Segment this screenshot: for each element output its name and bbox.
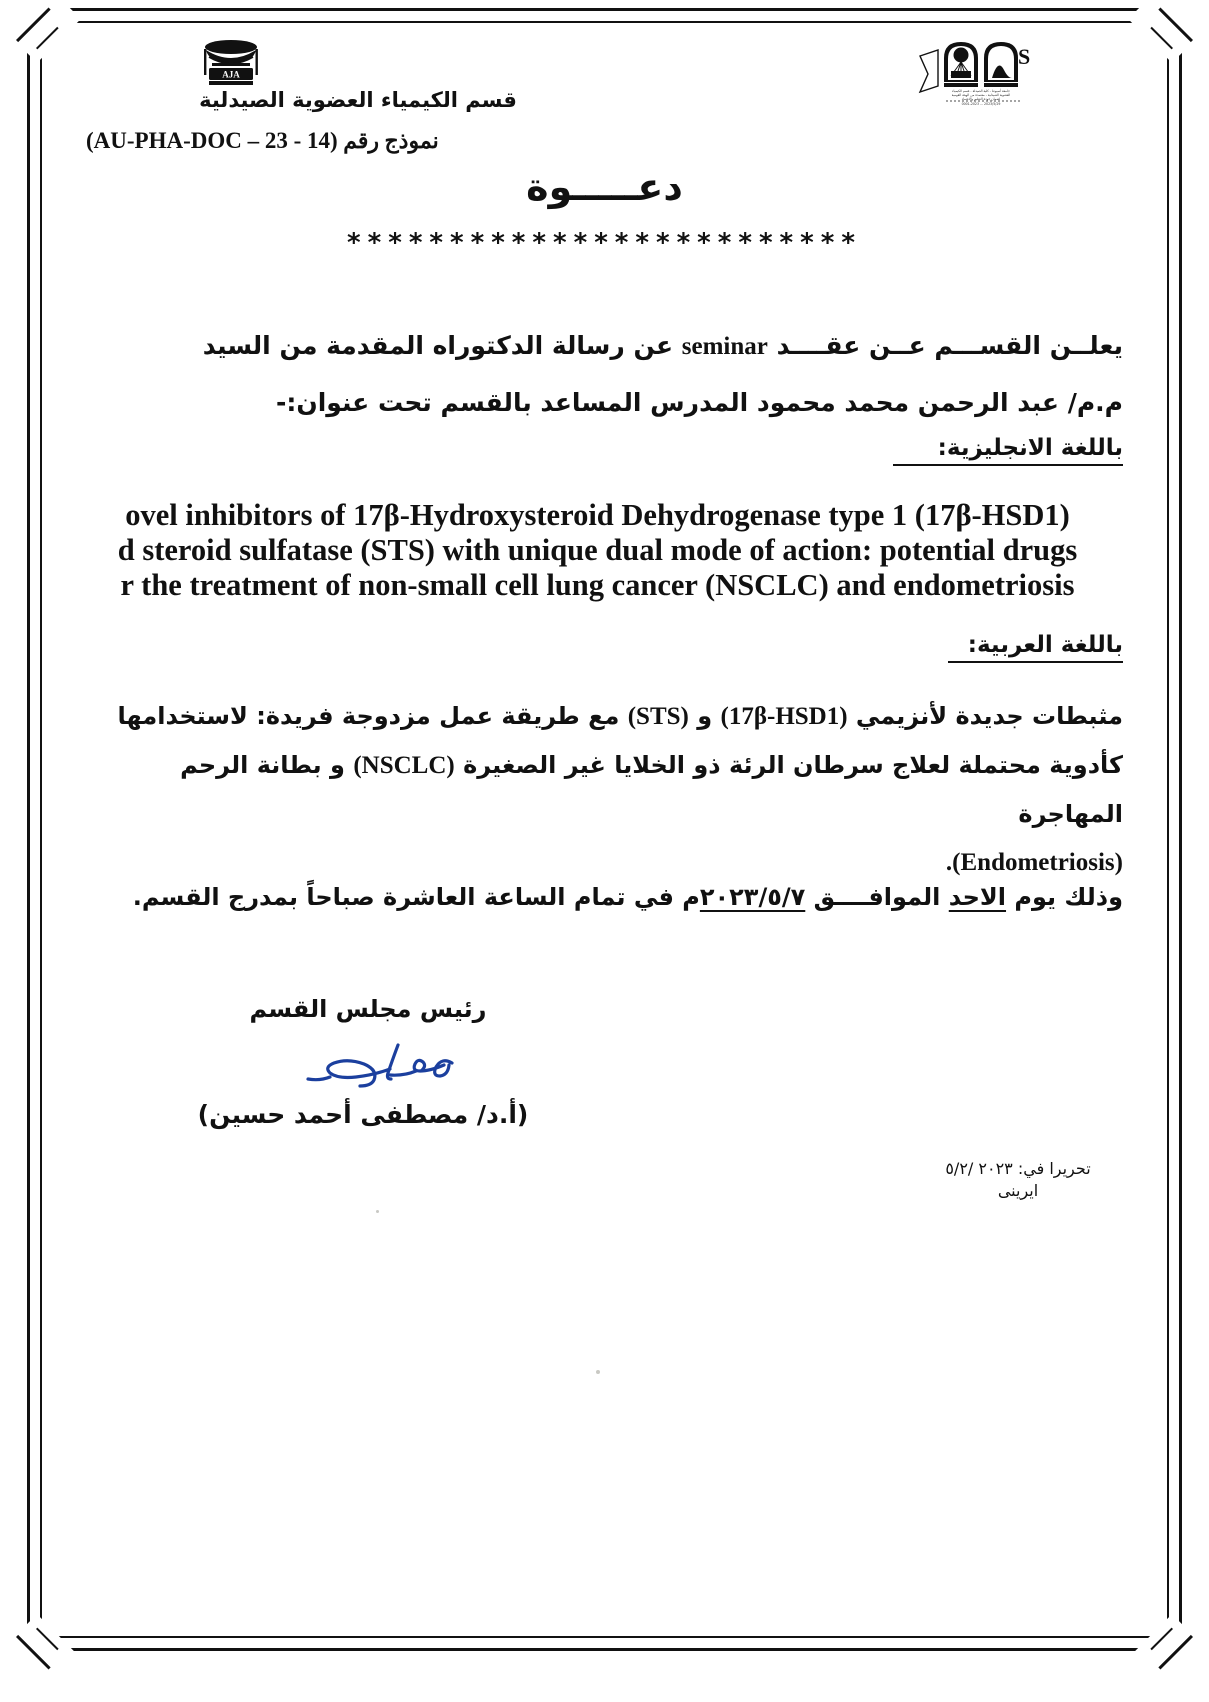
schedule-prefix: وذلك يوم bbox=[1014, 883, 1123, 911]
schedule-date: ٢٠٢٣/٥/٧ bbox=[699, 883, 806, 911]
form-number-label: نموذج رقم bbox=[343, 128, 439, 153]
thesis-title-english-line2: d steroid sulfatase (STS) with unique dual mode of action: potential drugs bbox=[117, 533, 1078, 567]
svg-text:0001-2023 ... 2023/5/29: 0001-2023 ... 2023/5/29 bbox=[961, 102, 1001, 106]
signature-role: رئيس مجلس القسم bbox=[249, 995, 487, 1023]
enzyme-code-hsd1: (17β-HSD1) bbox=[720, 703, 848, 730]
svg-text:AJA: AJA bbox=[222, 69, 240, 80]
page-title: دعـــــوة bbox=[526, 165, 683, 209]
issue-date: تحريرا في: ٢٠٢٣ /٥/٢ bbox=[945, 1159, 1091, 1178]
thesis-title-arabic-conj: و bbox=[697, 702, 713, 730]
department-name: قسم الكيمياء العضوية الصيدلية bbox=[199, 88, 517, 112]
typist-name: ايرينى bbox=[997, 1181, 1039, 1200]
university-seal-logo bbox=[918, 38, 1048, 110]
svg-text:العضوية الصيدلية - معتمدة من ا: العضوية الصيدلية - معتمدة من الهيئة القومية bbox=[951, 93, 1011, 97]
thesis-title-english bbox=[60, 498, 1135, 603]
thesis-title-english-line3: r the treatment of non-small cell lung cancer (NSCLC) and endometriosis bbox=[120, 568, 1075, 602]
disease-code-endometriosis: (Endometriosis). bbox=[945, 849, 1123, 876]
schedule-middle: الموافــــق bbox=[813, 883, 941, 911]
handwritten-signature bbox=[238, 1025, 498, 1105]
thesis-title-arabic-line2b: و بطانة الرحم المهاجرة bbox=[180, 751, 1123, 828]
svg-text:لضمان جودة التعليم والاعتماد: لضمان جودة التعليم والاعتماد bbox=[961, 97, 1001, 101]
document-content bbox=[76, 30, 1133, 1620]
schedule-line bbox=[123, 875, 1123, 919]
scan-speck bbox=[596, 1370, 600, 1374]
arabic-section-heading: باللغة العربية: bbox=[948, 632, 1123, 663]
svg-text:S: S bbox=[1018, 44, 1031, 69]
schedule-day: الاحد bbox=[948, 883, 1007, 911]
thesis-title-arabic-line2a: كأدوية محتملة لعلاج سرطان الرئة ذو الخلايا غير الصغيرة bbox=[463, 751, 1123, 779]
announcement-line2: م.م/ عبد الرحمن محمد محمود المدرس المساعد بالقسم تحت عنوان:- bbox=[276, 388, 1123, 417]
thesis-title-arabic-line1a: مثبطات جديدة لأنزيمي bbox=[855, 702, 1123, 730]
scan-speck bbox=[376, 1210, 379, 1213]
enzyme-code-sts: (STS) bbox=[627, 703, 689, 730]
thesis-title-arabic bbox=[93, 692, 1123, 887]
thesis-title-english-line1: ovel inhibitors of 17β-Hydroxysteroid Dehydrogenase type 1 (17β-HSD1) bbox=[125, 498, 1070, 532]
announcement-line1-after: عن رسالة الدكتوراه المقدمة من السيد bbox=[202, 331, 674, 360]
announcement-line1-before: يعلــن القســـم عــن عقــــد bbox=[776, 331, 1123, 360]
announcement-seminar-word: seminar bbox=[681, 333, 768, 360]
star-divider: ************************* bbox=[347, 228, 862, 258]
faculty-of-pharmacy-logo bbox=[176, 35, 286, 95]
footer-issue-info bbox=[903, 1158, 1133, 1202]
thesis-title-arabic-line1c: مع طريقة عمل مزدوجة فريدة: لاستخدامها bbox=[117, 702, 620, 730]
form-number bbox=[86, 128, 506, 154]
english-section-heading: باللغة الانجليزية: bbox=[893, 435, 1123, 466]
svg-text:جامعة أسيوط - كلية الصيدلة - ق: جامعة أسيوط - كلية الصيدلة - قسم الكيمياء bbox=[952, 89, 1010, 93]
form-number-code: (AU-PHA-DOC – 23 - 14) bbox=[86, 128, 338, 153]
signatory-name: (أ.د/ مصطفى أحمد حسين) bbox=[197, 1100, 529, 1129]
disease-code-nsclc: (NSCLC) bbox=[353, 752, 455, 779]
announcement-paragraph bbox=[93, 318, 1123, 431]
schedule-suffix: م في تمام الساعة العاشرة صباحاً بمدرج القسم. bbox=[132, 883, 700, 911]
